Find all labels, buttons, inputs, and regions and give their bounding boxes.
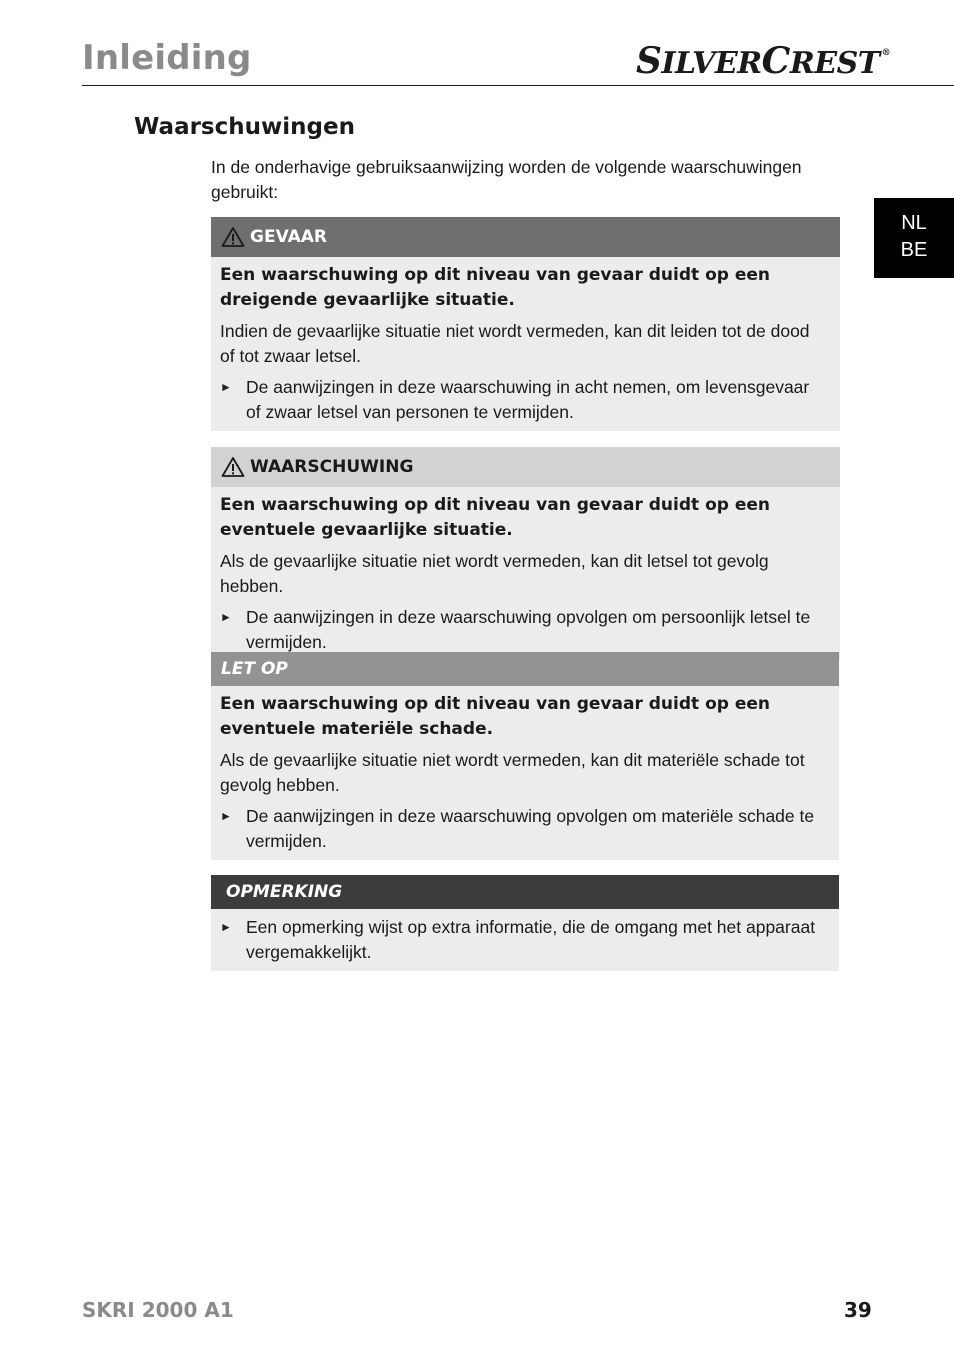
note-box-bullet: Een opmerking wijst op extra informatie, die de omgang met het apparaat vergemakkelijkt. (246, 917, 816, 962)
danger-box (211, 217, 840, 431)
section-intro: In de onderhavige gebruiksaanwijzing worden de volgende waarschuwingen gebruikt: (211, 157, 802, 202)
warning-box (211, 447, 840, 661)
danger-box-lead: Een waarschuwing op dit niveau van gevaar duidt op een dreigende gevaarlijke situatie. (220, 265, 771, 310)
danger-box-bullet: De aanwijzingen in deze waarschuwing in acht nemen, om levensgevaar of zwaar letsel van personen te vermijden. (246, 377, 810, 422)
caution-box-header (211, 652, 839, 686)
caution-box-lead: Een waarschuwing op dit niveau van gevaar duidt op een eventuele materiële schade. (220, 694, 771, 739)
note-box (211, 875, 839, 971)
caution-box (211, 652, 839, 860)
list-item (220, 804, 823, 854)
warning-box-text: Als de gevaarlijke situatie niet wordt vermeden, kan dit letsel tot gevolg hebben. (220, 551, 769, 596)
caution-box-bullet: De aanwijzingen in deze waarschuwing opvolgen om materiële schade te vermijden. (246, 806, 815, 851)
caution-box-heading: LET OP (221, 659, 288, 679)
bullet-arrow-icon: ► (220, 610, 232, 624)
danger-box-heading: GEVAAR (250, 227, 327, 247)
danger-box-header (211, 217, 840, 257)
silvercrest-logo: SILVERCREST ® (636, 40, 891, 82)
note-box-header (211, 875, 839, 909)
page-header-title: Inleiding (82, 38, 252, 78)
warning-box-heading: WAARSCHUWING (250, 457, 414, 477)
warning-box-lead: Een waarschuwing op dit niveau van gevaar duidt op een eventuele gevaarlijke situatie. (220, 495, 771, 540)
list-item (220, 375, 824, 425)
bullet-arrow-icon: ► (220, 380, 232, 394)
note-box-heading: OPMERKING (226, 882, 343, 902)
list-item (220, 605, 824, 655)
language-tab-be: BE (900, 239, 928, 261)
bullet-arrow-icon: ► (220, 809, 232, 823)
footer-model-number: SKRI 2000 A1 (82, 1298, 234, 1322)
section-title: Waarschuwingen (134, 114, 355, 140)
list-item (220, 915, 823, 965)
danger-box-text: Indien de gevaarlijke situatie niet wordt vermeden, kan dit leiden tot de dood of tot zwaar letsel. (220, 321, 810, 366)
header-divider (82, 85, 954, 86)
caution-box-text: Als de gevaarlijke situatie niet wordt vermeden, kan dit materiële schade tot gevolg hebben. (220, 750, 805, 795)
warning-box-bullet: De aanwijzingen in deze waarschuwing opvolgen om persoonlijk letsel te vermijden. (246, 607, 811, 652)
language-tab (874, 198, 954, 278)
page-number: 39 (844, 1298, 872, 1322)
warning-box-header (211, 447, 840, 487)
language-tab-nl: NL (901, 212, 927, 234)
bullet-arrow-icon: ► (220, 920, 232, 934)
warning-triangle-icon (221, 226, 245, 248)
warning-triangle-icon (221, 456, 245, 478)
